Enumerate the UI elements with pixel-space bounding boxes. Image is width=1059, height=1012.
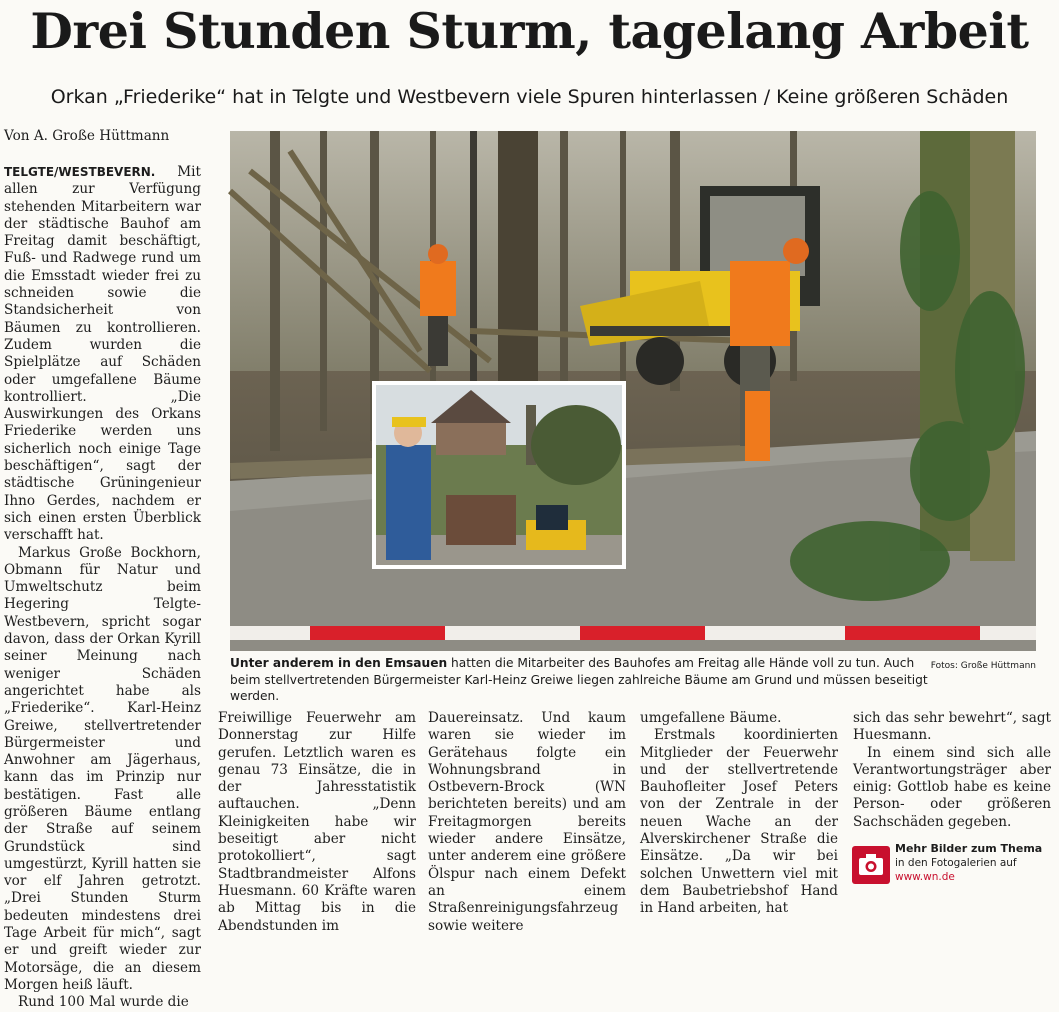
photo-gallery-promo[interactable]: [852, 840, 1052, 892]
photo-caption: [230, 655, 1036, 705]
article-column-4: [640, 710, 838, 918]
caption-text: hatten die Mitarbeiter des Bauhofes am Freitag alle Hände voll zu tun. Auch beim stellvertretenden Bürgermeister Karl-Heinz Greiwe liegen zahlreiche Bäume am Grund und müssen beseitigt werden.: [230, 656, 928, 703]
dateline: TELGTE/WESTBEVERN.: [4, 165, 156, 179]
storm-forest-image: [230, 131, 1036, 651]
article-paragraph: sich das sehr bewehrt“, sagt Huesmann.: [853, 710, 1051, 744]
subheadline: Orkan „Friederike“ hat in Telgte und Westbevern viele Spuren hinterlassen / Keine größeren Schäden: [50, 86, 1009, 108]
camera-icon: [852, 846, 890, 884]
caption-lead: Unter anderem in den Emsauen: [230, 656, 448, 670]
article-paragraph: Markus Große Bockhorn, Obmann für Natur und Umweltschutz beim Hegering Telgte-Westbevern, spricht sogar davon, dass der Orkan Kyrill seiner Meinung nach weniger Schäden angerichtet habe als „Friederike“. Karl-Heinz Greiwe, stellvertretender Bürgermeister und Anwohner am Jägerhaus, kann das im Prinzip nur bestätigen. Fast alle größeren Bäume entlang der Straße auf seinem Grundstück sind umgestürzt, Kyrill hatten sie vor elf Jahren getrotzt. „Drei Stunden Sturm bedeuten mindestens drei Tage Arbeit für mich“, sagt er und greift wieder zur Motorsäge, die an diesem Morgen heiß läuft.: [4, 544, 201, 993]
inset-photo: [372, 381, 626, 569]
headline: Drei Stunden Sturm, tagelang Arbeit: [30, 2, 1029, 60]
photo-credit: Fotos: Große Hüttmann: [930, 661, 1036, 671]
article-paragraph: Dauereinsatz. Und kaum waren sie wieder im Gerätehaus folgte ein Wohnungsbrand in Ostbevern-Brock (WN berichteten bereits) und am Freitagmorgen bereits wieder andere Einsätze, unter anderem eine größere Ölspur nach einem Defekt an einem Straßenreinigungsfahrzeug sowie weitere: [428, 710, 626, 934]
article-column-1: [4, 164, 201, 1012]
paragraph-text: Mit allen zur Verfügung stehenden Mitarbeitern war der städtische Bauhof am Freitag damit beschäftigt, Fuß- und Radwege rund um die Emsstadt wieder frei zu schneiden sowie die Standsicherheit von Bäumen zu kontrollieren. Zudem wurden die Spielplätze auf Schäden oder umgefallene Bäume kontrolliert. „Die Auswirkungen des Orkans Friederike werden uns sicherlich noch einige Tage beschäftigen“, sagt der städtische Grüningenieur Ihno Gerdes, nachdem er sich einen ersten Überblick verschafft hat.: [4, 164, 201, 544]
byline: Von A. Große Hüttmann: [4, 128, 170, 144]
article-paragraph: Freiwillige Feuerwehr am Donnerstag zur Hilfe gerufen. Letztlich waren es genau 73 Einsätze, die in der Jahresstatistik auftauchen. „Denn Kleinigkeiten habe wir beseitigt aber nicht protokolliert“, sagt Stadtbrandmeister Alfons Huesmann. 60 Kräfte waren ab Mittag bis in die Abendstunden im: [218, 710, 416, 934]
article-paragraph: [4, 164, 201, 545]
promo-link[interactable]: www.wn.de: [895, 871, 955, 883]
promo-title: Mehr Bilder zum Thema: [895, 842, 1043, 855]
article-paragraph: Rund 100 Mal wurde die: [18, 994, 189, 1011]
article-paragraph: umgefallene Bäume.: [640, 710, 782, 726]
worker-image: [376, 385, 622, 565]
main-photo: [230, 131, 1036, 651]
article-column-5: [853, 710, 1051, 831]
article-paragraph: Erstmals koordinierten Mitglieder der Feuerwehr und der stellvertretende Bauhofleiter Josef Peters von der Zentrale in der neuen Wache an der Alverskirchener Straße die Einsätze. „Da wir bei solchen Unwettern viel mit dem Baubetriebshof Hand in Hand arbeiten, hat: [640, 727, 838, 917]
article-paragraph: In einem sind sich alle Verantwortungsträger aber einig: Gottlob habe es keine Person- oder größeren Sachschäden gegeben.: [853, 744, 1051, 830]
promo-text: in den Fotogalerien auf: [895, 857, 1017, 869]
article-column-2: [218, 710, 416, 935]
article-column-3: [428, 710, 626, 935]
